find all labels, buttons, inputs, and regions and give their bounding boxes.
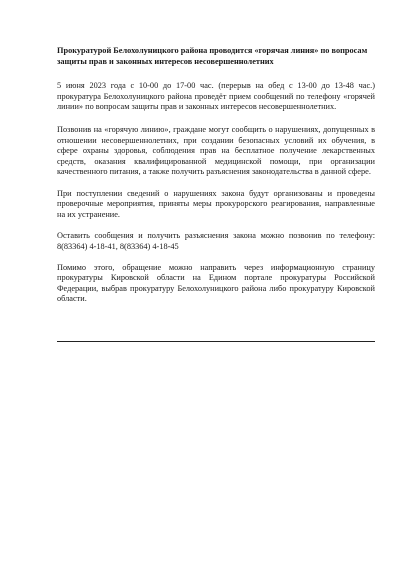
paragraph-online-portal: Помимо этого, обращение можно направить через информационную страницу прокуратуры Кировской области на Едином портале прокуратуры Российской Федерации, выбрав прокуратуру Белохолуницкого района либо прокуратуру Кировской области. — [57, 262, 375, 304]
paragraph-inspection-measures: При поступлении сведений о нарушениях закона будут организованы и проведены проверочные мероприятия, приняты меры прокурорского реагирования, направленные на их устранение. — [57, 188, 375, 219]
document-title: Прокуратурой Белохолуницкого района проводится «горячая линия» по вопросам защиты прав и законных интересов несовершеннолетних — [57, 46, 368, 66]
bottom-divider — [57, 341, 375, 342]
paragraph-reportable-issues: Позвонив на «горячую линию», граждане могут сообщить о нарушениях, допущенных в отношении несовершеннолетних, при создании безопасных условий их обучения, в сфере охраны здоровья, соблюдения прав на бесплатное получение лекарственных средств, оказания квалифицированной медицинской помощи, при организации качественного питания, а также получить разъяснения законодательства в данной сфере. — [57, 124, 375, 177]
paragraph-hotline-date: 5 июня 2023 года с 10-00 до 17-00 час. (перерыв на обед с 13-00 до 13-48 час.) прокуратура Белохолуницкого района проведёт прием сообщений по телефону «горячей линии» по вопросам защиты прав и законных интересов несовершеннолетних. — [57, 81, 375, 112]
paragraph-phone-numbers: Оставить сообщения и получить разъяснения закона можно позвонив по телефону: 8(83364) 4-18-41, 8(83364) 4-18-45 — [57, 230, 375, 251]
document-page — [57, 46, 375, 316]
